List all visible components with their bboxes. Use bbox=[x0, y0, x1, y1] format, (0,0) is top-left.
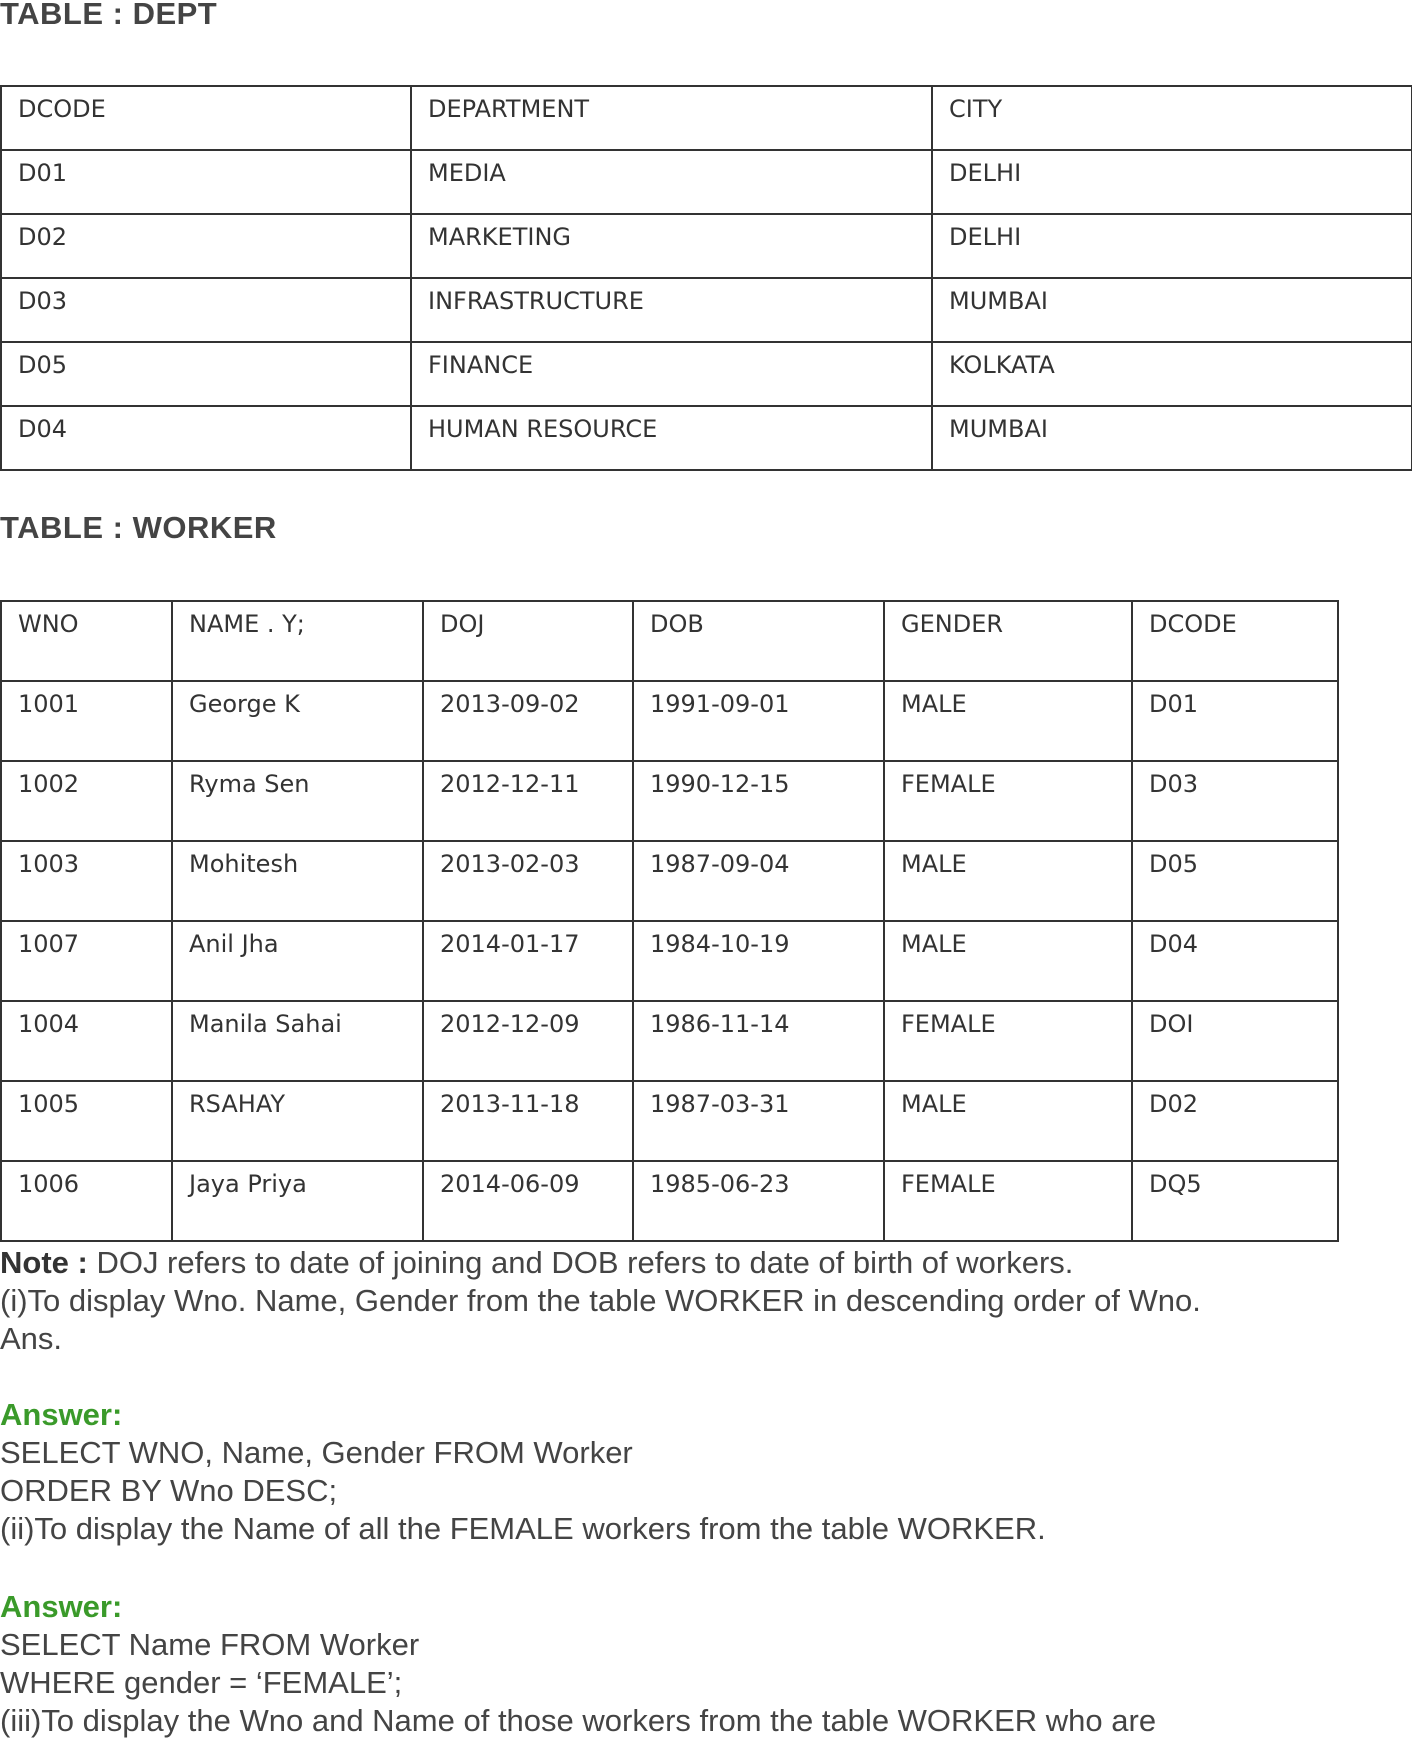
worker-table-row bbox=[1, 1081, 1338, 1161]
table-cell: HUMAN RESOURCE bbox=[411, 406, 932, 470]
table-cell: INFRASTRUCTURE bbox=[411, 278, 932, 342]
table-cell: 2013-02-03 bbox=[423, 841, 633, 921]
answer-label-1: Answer: bbox=[0, 1397, 123, 1432]
table-cell: DQ5 bbox=[1132, 1161, 1338, 1241]
table-cell: Jaya Priya bbox=[172, 1161, 423, 1241]
table-cell: 2014-01-17 bbox=[423, 921, 633, 1001]
column-header: CITY bbox=[932, 86, 1412, 150]
table-cell: 1003 bbox=[1, 841, 172, 921]
worker-table bbox=[0, 600, 1339, 1242]
worker-table-row bbox=[1, 681, 1338, 761]
table-cell: D05 bbox=[1, 342, 411, 406]
worker-table-row bbox=[1, 921, 1338, 1001]
answer-2-line-2: WHERE gender = ‘FEMALE’; bbox=[0, 1665, 403, 1700]
worker-table-row bbox=[1, 841, 1338, 921]
dept-table-row bbox=[1, 406, 1412, 470]
table-cell: Anil Jha bbox=[172, 921, 423, 1001]
table-cell: 1985-06-23 bbox=[633, 1161, 884, 1241]
column-header: NAME . Y; bbox=[172, 601, 423, 681]
table-cell: D05 bbox=[1132, 841, 1338, 921]
table-cell: 1002 bbox=[1, 761, 172, 841]
column-header: GENDER bbox=[884, 601, 1132, 681]
table-cell: MUMBAI bbox=[932, 278, 1412, 342]
worker-table-row bbox=[1, 1161, 1338, 1241]
column-header: DCODE bbox=[1, 86, 411, 150]
column-header: DOJ bbox=[423, 601, 633, 681]
question-3: (iii)To display the Wno and Name of those workers from the table WORKER who are bbox=[0, 1703, 1157, 1738]
answer-1-line-1: SELECT WNO, Name, Gender FROM Worker bbox=[0, 1435, 633, 1470]
table-cell: D04 bbox=[1, 406, 411, 470]
column-header: DOB bbox=[633, 601, 884, 681]
table-cell: MALE bbox=[884, 681, 1132, 761]
table-cell: 1991-09-01 bbox=[633, 681, 884, 761]
table-cell: Manila Sahai bbox=[172, 1001, 423, 1081]
answer-label-2: Answer: bbox=[0, 1589, 123, 1624]
note-text: DOJ refers to date of joining and DOB refers to date of birth of workers. bbox=[87, 1245, 1074, 1280]
worker-table-row bbox=[1, 1001, 1338, 1081]
worker-table-title: TABLE : WORKER bbox=[0, 510, 277, 545]
table-cell: D02 bbox=[1, 214, 411, 278]
table-cell: D01 bbox=[1132, 681, 1338, 761]
dept-table-row bbox=[1, 150, 1412, 214]
table-cell: George K bbox=[172, 681, 423, 761]
table-cell: 2014-06-09 bbox=[423, 1161, 633, 1241]
table-cell: Ryma Sen bbox=[172, 761, 423, 841]
table-cell: D02 bbox=[1132, 1081, 1338, 1161]
table-cell: D01 bbox=[1, 150, 411, 214]
table-cell: RSAHAY bbox=[172, 1081, 423, 1161]
table-cell: 2012-12-11 bbox=[423, 761, 633, 841]
table-cell: D03 bbox=[1, 278, 411, 342]
table-cell: DELHI bbox=[932, 150, 1412, 214]
table-cell: 1006 bbox=[1, 1161, 172, 1241]
question-2: (ii)To display the Name of all the FEMALE workers from the table WORKER. bbox=[0, 1511, 1046, 1546]
table-cell: 1987-03-31 bbox=[633, 1081, 884, 1161]
column-header: WNO bbox=[1, 601, 172, 681]
answer-1-line-2: ORDER BY Wno DESC; bbox=[0, 1473, 338, 1508]
table-cell: MARKETING bbox=[411, 214, 932, 278]
question-1: (i)To display Wno. Name, Gender from the table WORKER in descending order of Wno. bbox=[0, 1283, 1201, 1318]
answer-2-line-1: SELECT Name FROM Worker bbox=[0, 1627, 420, 1662]
column-header: DEPARTMENT bbox=[411, 86, 932, 150]
table-cell: FEMALE bbox=[884, 1001, 1132, 1081]
table-cell: KOLKATA bbox=[932, 342, 1412, 406]
table-cell: MALE bbox=[884, 1081, 1132, 1161]
table-cell: FEMALE bbox=[884, 761, 1132, 841]
worker-table-row bbox=[1, 761, 1338, 841]
table-cell: 1004 bbox=[1, 1001, 172, 1081]
table-cell: FINANCE bbox=[411, 342, 932, 406]
table-cell: 1001 bbox=[1, 681, 172, 761]
table-cell: 1987-09-04 bbox=[633, 841, 884, 921]
column-header: DCODE bbox=[1132, 601, 1338, 681]
table-cell: MALE bbox=[884, 921, 1132, 1001]
table-cell: Mohitesh bbox=[172, 841, 423, 921]
dept-table-row bbox=[1, 278, 1412, 342]
note-label: Note : bbox=[0, 1245, 88, 1280]
note bbox=[0, 1244, 1073, 1282]
table-cell: DELHI bbox=[932, 214, 1412, 278]
dept-header-row bbox=[1, 86, 1412, 150]
table-cell: MUMBAI bbox=[932, 406, 1412, 470]
table-cell: 2013-11-18 bbox=[423, 1081, 633, 1161]
worker-header-row bbox=[1, 601, 1338, 681]
table-cell: MEDIA bbox=[411, 150, 932, 214]
table-cell: 1984-10-19 bbox=[633, 921, 884, 1001]
table-cell: 1986-11-14 bbox=[633, 1001, 884, 1081]
dept-table-title: TABLE : DEPT bbox=[0, 0, 218, 31]
table-cell: 2013-09-02 bbox=[423, 681, 633, 761]
table-cell: MALE bbox=[884, 841, 1132, 921]
table-cell: 2012-12-09 bbox=[423, 1001, 633, 1081]
table-cell: 1990-12-15 bbox=[633, 761, 884, 841]
table-cell: FEMALE bbox=[884, 1161, 1132, 1241]
table-cell: D03 bbox=[1132, 761, 1338, 841]
dept-table-row bbox=[1, 342, 1412, 406]
ans-label: Ans. bbox=[0, 1321, 63, 1356]
dept-table-row bbox=[1, 214, 1412, 278]
table-cell: 1005 bbox=[1, 1081, 172, 1161]
table-cell: DOI bbox=[1132, 1001, 1338, 1081]
dept-table bbox=[0, 85, 1412, 471]
table-cell: D04 bbox=[1132, 921, 1338, 1001]
table-cell: 1007 bbox=[1, 921, 172, 1001]
